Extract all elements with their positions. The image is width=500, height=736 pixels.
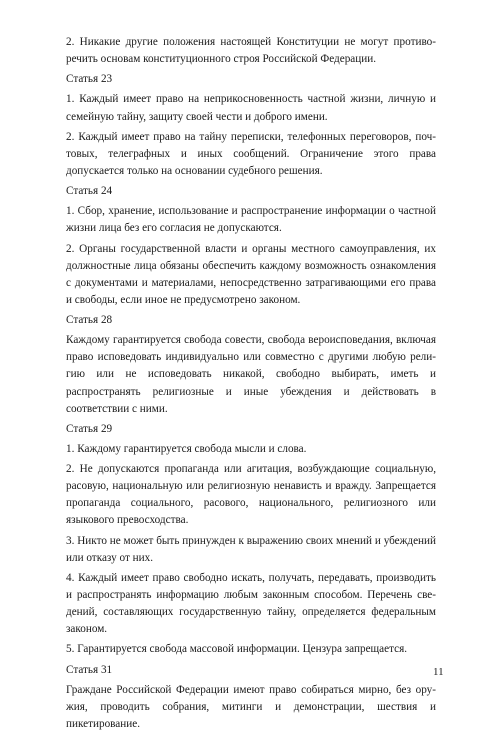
- paragraph-29-2: 2. Не допускаются пропаганда или агитация, возбуждающие социальную, расовую, национальную или религиозную ненависть и вражду. Запрещается пропаганда социального, расового, национального, религиозного или языкового превосходства.: [66, 463, 436, 527]
- paragraph-24-2: 2. Органы государственной власти и органы местного самоуправления, их должностные лица обязаны обеспечить каждому возможность ознакомления с документами и материалами, непосредственно затрагивающими его права и свободы, если иное не предусмотрено законом.: [66, 242, 436, 306]
- article-heading-24: Статья 24: [66, 185, 113, 198]
- paragraph-23-2: 2. Каждый имеет право на тайну переписки, телефонных переговоров, почтовых, телеграфных и иных сообщений. Ограничение этого права допускается только на основании судебного решения.: [66, 130, 436, 177]
- paragraph-28: Каждому гарантируется свобода совести, свобода вероисповедания, включая право исповедовать индивидуально или совместно с другими любую религию или не исповедовать никакой, свободно выбирать, иметь и распространять религиозные и иные убеждения и действовать в соответствии с ними.: [66, 334, 436, 415]
- article-heading-23: Статья 23: [66, 73, 113, 86]
- paragraph-constitution-basics: 2. Никакие другие положения настоящей Конституции не могут противоречить основам конституционного строя Российской Федерации.: [66, 36, 436, 66]
- paragraph-29-1: 1. Каждому гарантируется свобода мысли и слова.: [66, 443, 307, 455]
- article-heading-28: Статья 28: [66, 314, 113, 327]
- document-body: [66, 34, 436, 736]
- paragraph-29-4: 4. Каждый имеет право свободно искать, получать, передавать, производить и распространять информацию любым законным способом. Перечень сведений, составляющих государственную тайну, определяется федеральным законом.: [66, 571, 436, 636]
- paragraph-29-3: 3. Никто не может быть принужден к выражению своих мнений и убеждений или отказу от них.: [66, 534, 436, 564]
- page-number: 11: [433, 666, 444, 678]
- paragraph-24-1: 1. Сбор, хранение, использование и распространение информации о частной жизни лица без его согласия не допускаются.: [66, 205, 436, 235]
- paragraph-29-5: 5. Гарантируется свобода массовой информации. Цензура запрещается.: [66, 643, 408, 656]
- article-heading-31: Статья 31: [66, 663, 113, 676]
- paragraph-31: Граждане Российской Федерации имеют право собираться мирно, без оружия, проводить собрания, митинги и демонстрации, шествия и пикетирование.: [66, 683, 436, 730]
- paragraph-23-1: 1. Каждый имеет право на неприкосновенность частной жизни, личную и семейную тайну, защиту своей чести и доброго имени.: [66, 93, 436, 123]
- article-heading-29: Статья 29: [66, 422, 113, 435]
